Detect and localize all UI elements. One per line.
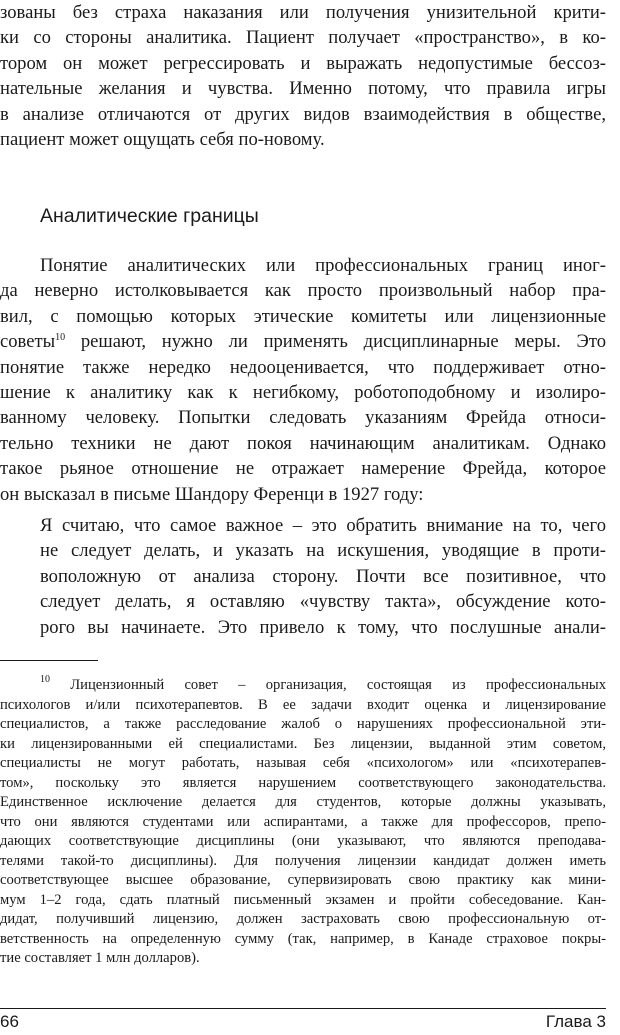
text-line: шение к аналитику как к негибкому, роботоподобному и изолиро-	[0, 381, 606, 403]
page-number: 66	[0, 1012, 19, 1031]
quote-line: следует делать, я оставляю «чувству такта», обсуждение кото-	[40, 591, 606, 613]
footer-separator	[0, 1008, 606, 1009]
quote-line: рого вы начинаете. Это привело к тому, что послушные анали-	[40, 616, 606, 638]
text-line: в анализе отличаются от других видов взаимодействия в обществе,	[0, 103, 606, 125]
quote-line: не следует делать, и указать на искушения, уводящие в проти-	[40, 540, 606, 562]
quote-line: Я считаю, что самое важное – это обратить внимание на то, чего	[40, 515, 606, 536]
footnote	[0, 676, 606, 969]
footnote-line: специалистов, а также расследование жалоб о нарушениях профессиональной эти-	[0, 716, 606, 732]
footnote-line: ветственность на определенную сумму (так, например, в Канаде страховое покры-	[0, 930, 606, 947]
text-line-with-footnote-ref	[0, 329, 606, 354]
footnote-line: дающих соответствующие дисциплины (они указывают, что являются преподава-	[0, 833, 606, 849]
footnote-line: психологов и/или психотерапевтов. В ее задачи входит оценка и лицензирование	[0, 696, 606, 713]
footnote-line: ки лицензированными ей специалистами. Без лицензии, выданной этим советом,	[0, 735, 606, 752]
footnote-line: дидат, получивший лицензию, должен застраховать свою профессиональную от-	[0, 911, 606, 927]
running-footer-chapter: Глава 3	[545, 1012, 606, 1031]
text-line: вил, с помощью которых этические комитеты или лицензионные	[0, 305, 606, 327]
section-heading: Аналитические границы	[40, 205, 259, 227]
text-line: зованы без страха наказания или получения унизительной крити-	[0, 2, 606, 23]
footnote-line: том», поскольку это является нарушением соответствующего законодательства.	[0, 774, 606, 791]
footnote-line: телями такой-то дисциплины). Для получения лицензии кандидат должен иметь	[0, 852, 606, 869]
footnote-line: мум 1–2 года, сдать платный письменный экзамен и пройти собеседование. Кан-	[0, 891, 606, 908]
footnote-first-line	[0, 676, 606, 696]
text-line: Понятие аналитических или профессиональных границ иног-	[40, 255, 606, 276]
quote-line: воположную от анализа сторону. Почти все позитивное, что	[40, 565, 606, 587]
text-line: нательные желания и чувства. Именно потому, что правила игры	[0, 78, 606, 100]
footnote-separator	[0, 660, 98, 661]
body-paragraph	[0, 253, 606, 507]
text-fragment: решают, нужно ли применять дисциплинарные меры. Это	[65, 331, 606, 353]
body-paragraph-continued	[0, 0, 606, 152]
block-quote	[40, 513, 606, 640]
footnote-reference: 10	[55, 332, 66, 344]
text-line: понятие также нередко недооценивается, что поддерживает отно-	[0, 356, 606, 378]
text-line: он высказал в письме Шандору Ференци в 1927 году:	[0, 483, 424, 505]
text-line: ки со стороны аналитика. Пациент получает «пространство», в ко-	[0, 27, 606, 49]
text-line: пациент может ощущать себя по-новому.	[0, 128, 325, 150]
text-line: тельно техники не дают покоя начинающим аналитикам. Однако	[0, 432, 606, 454]
text-line: такое рьяное отношение не отражает намерение Фрейда, которое	[0, 458, 606, 480]
text-line: тором он может регрессировать и выражать недопустимые бессоз-	[0, 52, 606, 74]
text-line: ванному человеку. Попытки следовать указаниям Фрейда относи-	[0, 407, 606, 429]
text-fragment: советы	[0, 331, 56, 353]
text-line: да неверно истолковывается как просто произвольный набор пра-	[0, 280, 606, 302]
text-fragment: Лицензионный совет – организация, состоящая из профессиональных	[50, 677, 606, 693]
footnote-line: специалисты не могут работать, называя себя «психологом» или «психотерапев-	[0, 755, 606, 771]
footnote-line: Единственное исключение делается для студентов, которые должны указывать,	[0, 794, 606, 810]
footnote-line: что они являются студентами или аспирантами, а также для профессоров, препо-	[0, 813, 606, 830]
footnote-line: соответствующее высшее образование, супервизировать свою практику как мини-	[0, 872, 606, 888]
footnote-number: 10	[40, 674, 50, 685]
footnote-line: тие составляет 1 млн долларов).	[0, 950, 200, 966]
